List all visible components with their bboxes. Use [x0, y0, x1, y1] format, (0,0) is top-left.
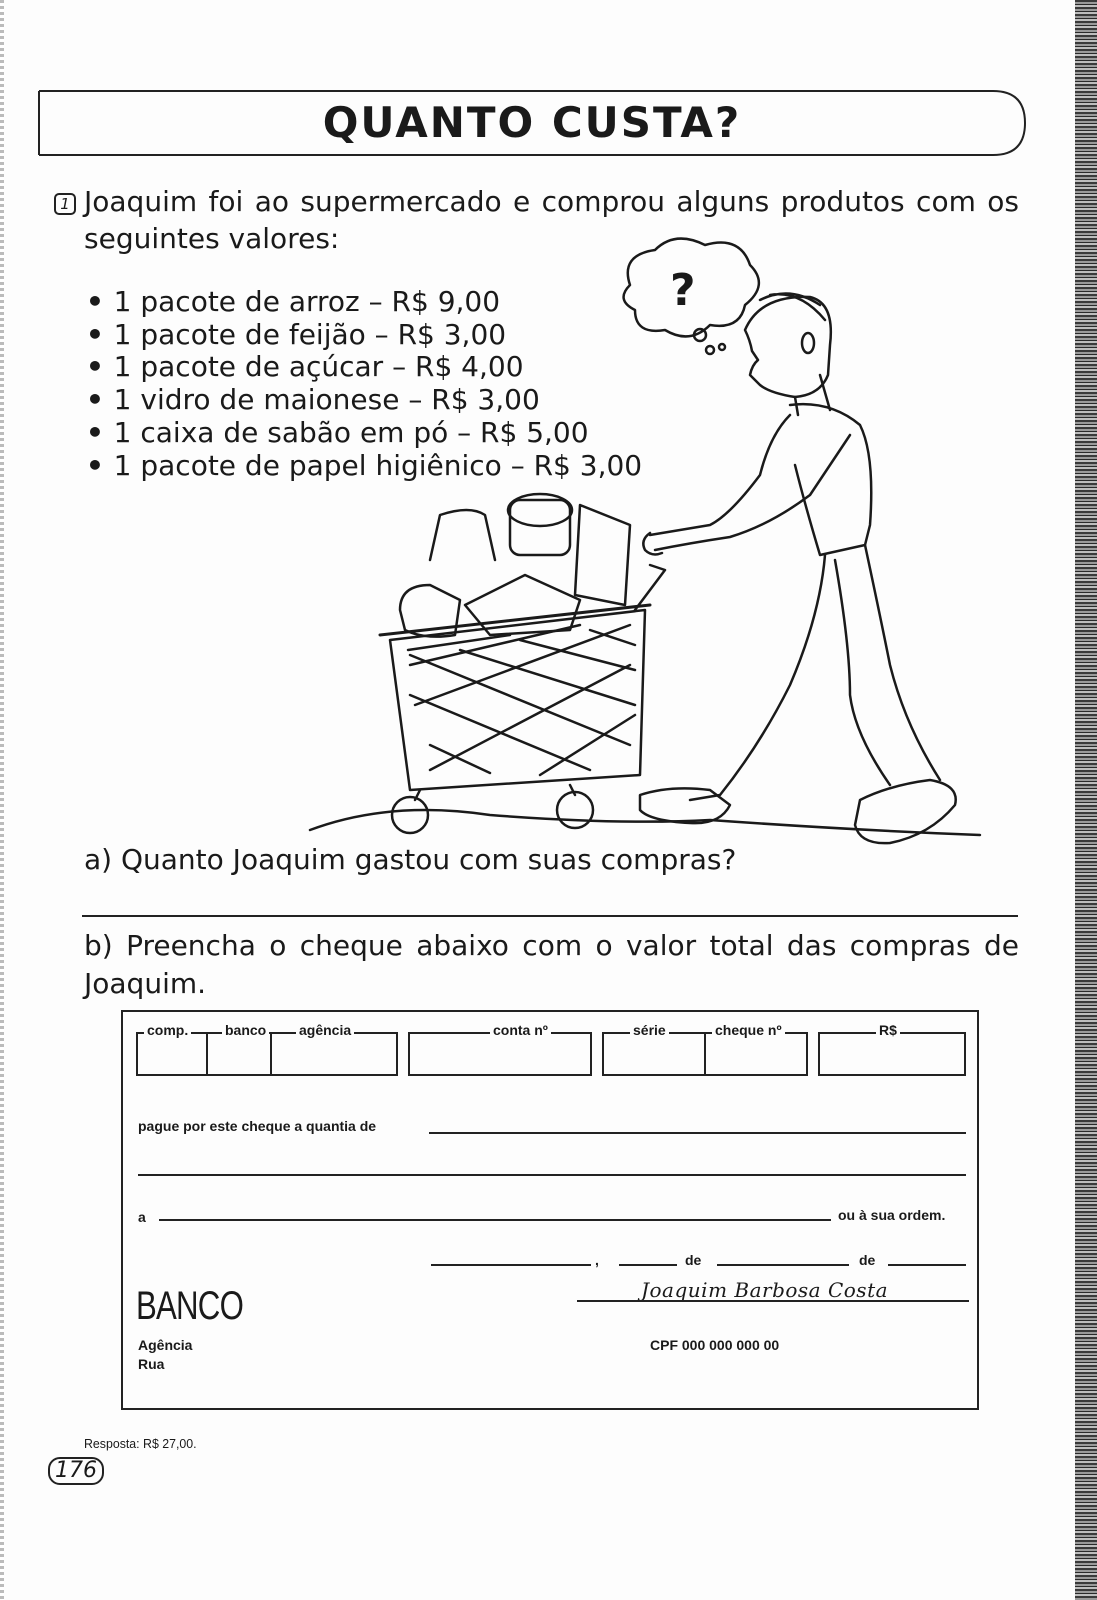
- agencia-label: agência: [296, 1022, 354, 1038]
- list-item: • 1 pacote de feijão – R$ 3,00: [86, 319, 642, 352]
- conta-label: conta nº: [490, 1022, 551, 1038]
- payee-line[interactable]: [159, 1219, 831, 1221]
- amount-words-line-2[interactable]: [138, 1174, 966, 1176]
- amount-words-line[interactable]: [429, 1132, 966, 1134]
- bank-info-field[interactable]: [136, 1022, 398, 1076]
- page-number: 176: [48, 1457, 104, 1485]
- order-text: ou à sua ordem.: [838, 1207, 946, 1223]
- cheque-form: [121, 1010, 979, 1410]
- field-divider: [704, 1032, 706, 1074]
- pay-text: pague por este cheque a quantia de: [138, 1118, 377, 1134]
- list-item: • 1 pacote de papel higiênico – R$ 3,00: [86, 450, 642, 483]
- question-number: 1: [54, 193, 76, 215]
- answer-note: Resposta: R$ 27,00.: [84, 1436, 197, 1451]
- rua-text: Rua: [138, 1356, 165, 1372]
- list-item: • 1 pacote de açúcar – R$ 4,00: [86, 351, 642, 384]
- date-de-1: de: [685, 1252, 702, 1268]
- list-item: • 1 caixa de sabão em pó – R$ 5,00: [86, 417, 642, 450]
- field-divider: [270, 1032, 272, 1074]
- list-item: • 1 pacote de arroz – R$ 9,00: [86, 286, 642, 319]
- svg-text:?: ?: [670, 265, 696, 316]
- question-intro: Joaquim foi ao supermercado e comprou alguns produtos com os seguintes valores:: [84, 185, 1019, 255]
- title-banner: [38, 90, 1026, 156]
- banco-label: banco: [222, 1022, 269, 1038]
- scan-edge-right: [1075, 0, 1097, 1600]
- list-item: • 1 vidro de maionese – R$ 3,00: [86, 384, 642, 417]
- thought-bubble-icon: [624, 239, 759, 354]
- man-figure: [640, 294, 956, 844]
- serie-cheque-field[interactable]: [602, 1022, 808, 1076]
- scan-edge-left: [0, 0, 4, 1600]
- valor-field[interactable]: [818, 1022, 966, 1076]
- answer-line[interactable]: [82, 915, 1018, 917]
- comp-label: comp.: [144, 1022, 191, 1038]
- conta-field[interactable]: [408, 1022, 592, 1076]
- agencia-text: Agência: [138, 1337, 193, 1353]
- serie-label: série: [630, 1022, 669, 1038]
- signature-line[interactable]: [577, 1300, 969, 1302]
- field-divider: [206, 1032, 208, 1074]
- page-title: QUANTO CUSTA?: [322, 98, 742, 147]
- day-line[interactable]: [619, 1264, 677, 1266]
- shopping-cart-illustration: [290, 225, 1010, 865]
- payee-prefix: a: [138, 1209, 146, 1225]
- city-line[interactable]: [431, 1264, 591, 1266]
- shopping-cart: [310, 494, 980, 835]
- year-line[interactable]: [888, 1264, 966, 1266]
- cpf-text: CPF 000 000 000 00: [650, 1337, 780, 1353]
- question-part-b: b) Preencha o cheque abaixo com o valor total das compras de Joaquim.: [84, 929, 1019, 1000]
- bank-name: BANCO: [136, 1284, 244, 1328]
- signature: Joaquim Barbosa Costa: [641, 1278, 889, 1302]
- date-de-2: de: [859, 1252, 876, 1268]
- valor-label: R$: [876, 1022, 900, 1038]
- cheque-number-label: cheque nº: [712, 1022, 785, 1038]
- question-part-a: a) Quanto Joaquim gastou com suas compras?: [84, 843, 737, 876]
- month-line[interactable]: [717, 1264, 849, 1266]
- date-comma: ,: [595, 1252, 599, 1268]
